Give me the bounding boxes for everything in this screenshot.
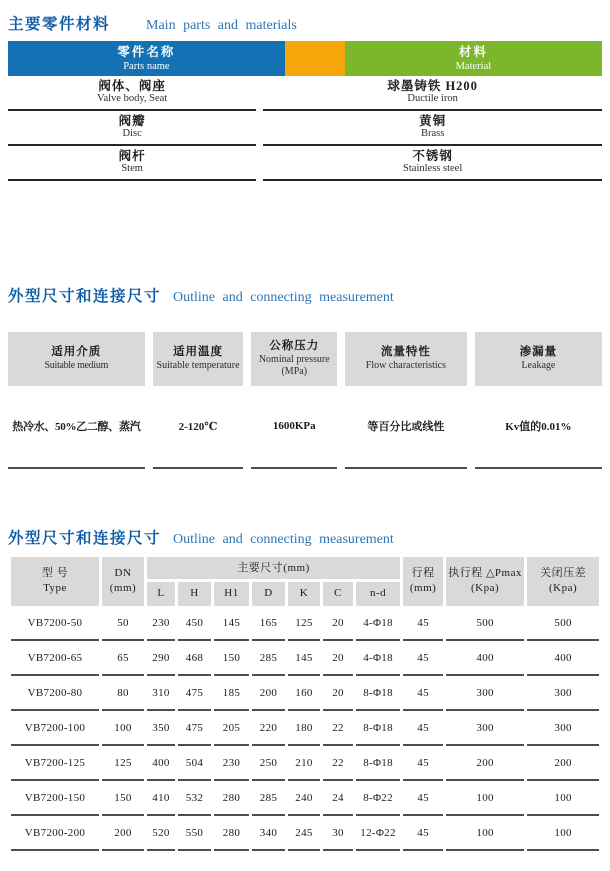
dimension-value-cell: 4-Φ18 [356, 606, 400, 641]
spec-header-en: Flow characteristics [365, 360, 447, 372]
material-en: Stainless steel [403, 163, 463, 175]
spec-header-en: Leakage [521, 360, 556, 372]
spec-header-cell [153, 332, 244, 386]
section2-title [8, 284, 602, 306]
dimension-value-cell: 180 [288, 711, 320, 746]
dimension-value-cell: 200 [446, 746, 524, 781]
dimension-value-cell: 100 [527, 816, 599, 851]
dimension-value-cell: 285 [252, 641, 285, 676]
close-pressure-unit-label: (Kpa) [549, 582, 578, 595]
spec-header-cn: 流量特性 [380, 346, 431, 359]
spec-value-cell: 1600KPa [251, 386, 337, 469]
part-name-cn: 阀杆 [118, 148, 146, 163]
dimension-value-cell: 45 [403, 781, 443, 816]
dimension-value-cell: 468 [178, 641, 211, 676]
dimension-value-cell: 200 [527, 746, 599, 781]
section1-title [8, 12, 602, 34]
material-en: Ductile iron [407, 93, 458, 105]
spec-header-cn: 渗漏量 [519, 346, 558, 359]
section3-title-cn: 外型尺寸和连接尺寸 [8, 529, 162, 547]
model-cell: VB7200-150 [11, 781, 99, 816]
dimension-value-cell: 165 [252, 606, 285, 641]
dimension-value-cell: 300 [446, 711, 524, 746]
dimension-value-cell: 45 [403, 816, 443, 851]
dimension-value-cell: 400 [446, 641, 524, 676]
model-cell: VB7200-100 [11, 711, 99, 746]
sub-col-header: C [323, 582, 353, 605]
section3-title-en: Outline and connecting measurement [173, 531, 394, 547]
parts-table-header [8, 41, 602, 76]
dimension-value-cell: 80 [102, 676, 144, 711]
actuator-pmax-label-cn: 执行程 △Pmax [448, 566, 522, 579]
dimensions-table-row [11, 676, 599, 711]
dimensions-table-row [11, 606, 599, 641]
dimension-value-cell: 532 [178, 781, 211, 816]
model-cell: VB7200-80 [11, 676, 99, 711]
spec-header-cell [345, 332, 467, 386]
dimensions-table-row [11, 641, 599, 676]
dimension-value-cell: 200 [102, 816, 144, 851]
travel-label-cn: 行程 [411, 566, 435, 579]
dimension-value-cell: 220 [252, 711, 285, 746]
dimension-value-cell: 250 [252, 746, 285, 781]
dimension-value-cell: 350 [147, 711, 175, 746]
parts-name-label-cn: 零件名称 [117, 44, 176, 59]
dimension-value-cell: 8-Φ22 [356, 781, 400, 816]
dimension-value-cell: 280 [214, 781, 249, 816]
spec-table-header [8, 332, 602, 386]
dimensions-table [8, 557, 602, 851]
material-cell [263, 146, 602, 181]
dimension-value-cell: 50 [102, 606, 144, 641]
material-en: Brass [420, 128, 445, 140]
dimension-value-cell: 125 [102, 746, 144, 781]
dimension-value-cell: 20 [323, 676, 353, 711]
section1-title-en: Main parts and materials [146, 18, 297, 33]
dimension-value-cell: 210 [288, 746, 320, 781]
parts-table-row [8, 111, 602, 146]
part-name-cn: 阀瓣 [118, 113, 146, 128]
model-cell: VB7200-125 [11, 746, 99, 781]
dimension-value-cell: 230 [147, 606, 175, 641]
col-header-close-pressure [527, 557, 599, 606]
dimension-value-cell: 145 [214, 606, 249, 641]
dimension-value-cell: 450 [178, 606, 211, 641]
close-pressure-label-cn: 关闭压差 [540, 566, 587, 579]
dimension-value-cell: 20 [323, 641, 353, 676]
spec-value-cell: 2-120℃ [153, 386, 244, 469]
part-name-en: Disc [122, 128, 142, 140]
dimension-value-cell: 300 [527, 676, 599, 711]
type-label-en: Type [43, 582, 67, 595]
dimension-value-cell: 45 [403, 676, 443, 711]
dimension-value-cell: 520 [147, 816, 175, 851]
dimension-value-cell: 310 [147, 676, 175, 711]
sub-col-header: n-d [356, 582, 400, 605]
type-label-cn: 型 号 [41, 566, 69, 579]
dimension-value-cell: 245 [288, 816, 320, 851]
col-header-actuator-pmax [446, 557, 524, 606]
header-orange-spacer [285, 41, 345, 76]
dimension-value-cell: 410 [147, 781, 175, 816]
sub-col-header: L [147, 582, 175, 605]
dimension-value-cell: 500 [527, 606, 599, 641]
parts-table-body [8, 76, 602, 181]
spec-header-cn: 公称压力 [269, 339, 320, 352]
section1-title-cn: 主要零件材料 [8, 16, 111, 33]
dimension-value-cell: 400 [147, 746, 175, 781]
model-cell: VB7200-50 [11, 606, 99, 641]
part-name-en: Stem [121, 163, 143, 175]
dimension-value-cell: 45 [403, 711, 443, 746]
section2-title-en: Outline and connecting measurement [173, 289, 394, 305]
dimension-value-cell: 475 [178, 711, 211, 746]
spec-header-cell [8, 332, 145, 386]
part-name-en: Valve body, Seat [97, 93, 168, 105]
dimensions-table-body [11, 606, 599, 851]
dimensions-table-row [11, 711, 599, 746]
spec-header-cell [475, 332, 602, 386]
material-cn: 黄铜 [419, 113, 447, 128]
dimension-value-cell: 290 [147, 641, 175, 676]
dimension-value-cell: 205 [214, 711, 249, 746]
sub-col-header: D [252, 582, 285, 605]
col-header-dn [102, 557, 144, 606]
material-cell [263, 111, 602, 146]
sub-col-header: H [178, 582, 211, 605]
dimension-value-cell: 550 [178, 816, 211, 851]
dimension-value-cell: 20 [323, 606, 353, 641]
actuator-pmax-unit-label: (Kpa) [471, 582, 500, 595]
spec-value-cell: Kv值的0.01% [475, 386, 602, 469]
dimension-value-cell: 475 [178, 676, 211, 711]
dimension-value-cell: 280 [214, 816, 249, 851]
sub-col-header: K [288, 582, 320, 605]
spec-table-body [8, 386, 602, 469]
material-label-en: Material [455, 60, 492, 72]
spec-header-cell [251, 332, 337, 386]
dimension-value-cell: 300 [527, 711, 599, 746]
part-name-cell [8, 76, 256, 111]
dimension-value-cell: 8-Φ18 [356, 711, 400, 746]
dimension-value-cell: 504 [178, 746, 211, 781]
part-name-cell [8, 111, 256, 146]
col-header-type [11, 557, 99, 606]
sub-col-header: H1 [214, 582, 249, 605]
part-name-cell [8, 146, 256, 181]
parts-name-label-en: Parts name [123, 60, 170, 72]
material-cell [263, 76, 602, 111]
dimension-value-cell: 200 [252, 676, 285, 711]
dimension-value-cell: 45 [403, 606, 443, 641]
col-header-travel [403, 557, 443, 606]
material-cn: 不锈钢 [412, 148, 453, 163]
dimension-value-cell: 45 [403, 746, 443, 781]
dimension-value-cell: 8-Φ18 [356, 676, 400, 711]
parts-name-header-cell [8, 41, 285, 76]
spec-value-cell: 等百分比或线性 [345, 386, 467, 469]
dimension-value-cell: 300 [446, 676, 524, 711]
material-label-cn: 材料 [458, 44, 488, 59]
dn-unit-label: (mm) [109, 582, 137, 595]
dimension-value-cell: 22 [323, 746, 353, 781]
parts-table-row [8, 76, 602, 111]
spec-header-en: Suitable medium [44, 360, 109, 372]
dimension-value-cell: 145 [288, 641, 320, 676]
dimension-value-cell: 30 [323, 816, 353, 851]
spec-header-en: Nominal pressure [258, 353, 330, 365]
dimension-value-cell: 22 [323, 711, 353, 746]
dimension-value-cell: 100 [446, 816, 524, 851]
parts-table-row [8, 146, 602, 181]
model-cell: VB7200-65 [11, 641, 99, 676]
dimensions-table-row [11, 781, 599, 816]
dimension-value-cell: 150 [214, 641, 249, 676]
dimension-value-cell: 160 [288, 676, 320, 711]
spec-header-en: Suitable temperature [156, 360, 240, 372]
dimensions-table-row [11, 746, 599, 781]
part-name-cn: 阀体、阀座 [98, 79, 166, 93]
section3-title [8, 526, 602, 548]
dimension-value-cell: 100 [102, 711, 144, 746]
dimension-value-cell: 45 [403, 641, 443, 676]
col-header-main-dims: 主要尺寸(mm) [147, 557, 400, 582]
travel-unit-label: (mm) [409, 582, 437, 595]
model-cell: VB7200-200 [11, 816, 99, 851]
spec-header-cn: 适用介质 [51, 346, 102, 359]
section2-title-cn: 外型尺寸和连接尺寸 [8, 287, 162, 305]
dimension-value-cell: 100 [446, 781, 524, 816]
dimension-value-cell: 400 [527, 641, 599, 676]
material-header-cell [345, 41, 602, 76]
dimensions-table-row [11, 816, 599, 851]
dimension-value-cell: 24 [323, 781, 353, 816]
dimension-value-cell: 100 [527, 781, 599, 816]
dimension-value-cell: 285 [252, 781, 285, 816]
dimension-value-cell: 150 [102, 781, 144, 816]
dimension-value-cell: 4-Φ18 [356, 641, 400, 676]
dn-label: DN [114, 566, 132, 579]
dimension-value-cell: 240 [288, 781, 320, 816]
dimension-value-cell: 500 [446, 606, 524, 641]
spec-header-unit: (MPa) [281, 366, 308, 378]
dimension-value-cell: 65 [102, 641, 144, 676]
dimension-value-cell: 125 [288, 606, 320, 641]
dimension-value-cell: 12-Φ22 [356, 816, 400, 851]
spec-value-cell: 热冷水、50%乙二醇、蒸汽 [8, 386, 145, 469]
dimension-value-cell: 340 [252, 816, 285, 851]
dimension-value-cell: 230 [214, 746, 249, 781]
material-cn: 球墨铸铁 H200 [387, 79, 478, 93]
dimension-value-cell: 185 [214, 676, 249, 711]
spec-header-cn: 适用温度 [173, 346, 224, 359]
dimension-value-cell: 8-Φ18 [356, 746, 400, 781]
